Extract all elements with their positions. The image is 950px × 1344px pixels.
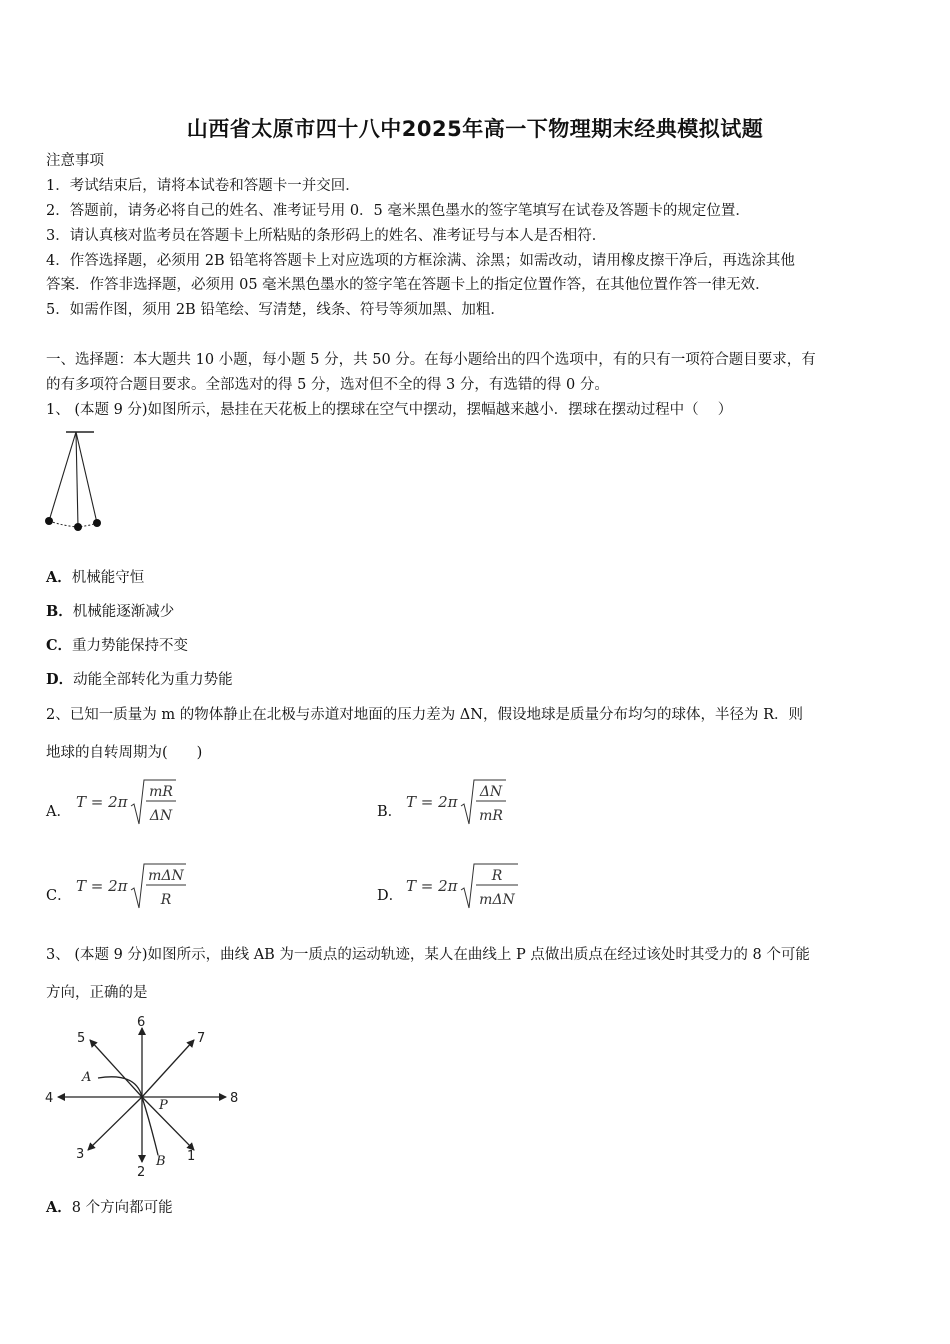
label-4: 4 bbox=[45, 1091, 54, 1106]
notice-item: 2．答题前，请务必将自己的姓名、准考证号用 0．5 毫米黑色墨水的签字笔填写在试卷及答题卡的规定位置． bbox=[46, 203, 750, 219]
pendulum-figure bbox=[40, 428, 110, 533]
q2-option-a-letter[interactable]: A． bbox=[46, 804, 71, 820]
q2-formula-a bbox=[76, 776, 186, 830]
label-7: 7 bbox=[197, 1031, 206, 1046]
q3-stem: 3、 (本题 9 分)如图所示，曲线 AB 为一质点的运动轨迹，某人在曲线上 P 点做出质点在经过该处时其受力的 8 个可能 bbox=[46, 947, 810, 963]
formula-denominator: mR bbox=[479, 808, 503, 824]
q2-stem: 2、已知一质量为 m 的物体静止在北极与赤道对地面的压力差为 ΔN，假设地球是质量分布均匀的球体，半径为 R．则 bbox=[46, 707, 803, 723]
q3-stem-cont: 方向，正确的是 bbox=[46, 985, 148, 1001]
q1-option-d[interactable] bbox=[46, 670, 233, 690]
pendulum-string-left bbox=[49, 432, 76, 521]
label-point-a: A bbox=[82, 1070, 92, 1085]
formula-denominator: R bbox=[160, 892, 172, 908]
section-heading: 一、选择题：本大题共 10 小题，每小题 5 分，共 50 分。在每小题给出的四个选项中，有的只有一项符合题目要求，有 bbox=[46, 352, 816, 368]
q2-option-b-letter[interactable]: B． bbox=[377, 804, 403, 820]
formula-lhs: T = 2π bbox=[76, 877, 128, 895]
pendulum-ball-left bbox=[45, 517, 53, 525]
formula-numerator: R bbox=[491, 868, 503, 884]
option-letter: B． bbox=[46, 603, 73, 620]
q2-stem-cont: 地球的自转周期为( ) bbox=[46, 745, 203, 761]
q2-option-c-letter[interactable]: C． bbox=[46, 888, 72, 904]
option-text: 8 个方向都可能 bbox=[71, 1200, 173, 1216]
q3-option-a[interactable] bbox=[46, 1198, 173, 1218]
notice-heading: 注意事项 bbox=[46, 153, 104, 169]
option-text: 机械能守恒 bbox=[71, 570, 145, 586]
q2-formula-d bbox=[406, 860, 526, 914]
notice-item: 3．请认真核对监考员在答题卡上所粘贴的条形码上的姓名、准考证号与本人是否相符． bbox=[46, 228, 607, 244]
option-letter: A． bbox=[46, 569, 72, 586]
pendulum-ball-center bbox=[74, 523, 82, 531]
notice-item: 答案．作答非选择题，必须用 05 毫米黑色墨水的签字笔在答题卡上的指定位置作答，在其他位置作答一律无效． bbox=[46, 277, 770, 293]
pendulum-ball-right bbox=[93, 519, 101, 527]
formula-numerator: mΔN bbox=[148, 868, 184, 884]
swing-arc bbox=[49, 521, 97, 527]
section-heading-cont: 的有多项符合题目要求。全部选对的得 5 分，选对但不全的得 3 分，有选错的得 0 分。 bbox=[46, 377, 609, 393]
formula-numerator: mR bbox=[149, 784, 173, 800]
option-letter: A． bbox=[46, 1199, 72, 1216]
formula-denominator: ΔN bbox=[149, 808, 173, 824]
formula-lhs: T = 2π bbox=[406, 877, 458, 895]
force-directions-figure bbox=[40, 1010, 250, 1185]
q2-formula-c bbox=[76, 860, 196, 914]
notice-item: 1．考试结束后，请将本试卷和答题卡一并交回． bbox=[46, 178, 360, 194]
option-text: 重力势能保持不变 bbox=[72, 638, 189, 654]
notice-item: 5．如需作图，须用 2B 铅笔绘、写清楚，线条、符号等须加黑、加粗． bbox=[46, 302, 505, 318]
q1-option-a[interactable] bbox=[46, 568, 144, 588]
q1-option-b[interactable] bbox=[46, 602, 174, 622]
label-2: 2 bbox=[137, 1165, 146, 1180]
label-8: 8 bbox=[230, 1091, 239, 1106]
formula-lhs: T = 2π bbox=[406, 793, 458, 811]
label-point-b: B bbox=[156, 1154, 166, 1169]
option-text: 动能全部转化为重力势能 bbox=[73, 672, 233, 688]
q2-option-d-letter[interactable]: D． bbox=[377, 888, 404, 904]
direction-arrow-7 bbox=[142, 1040, 194, 1097]
pendulum-string-right bbox=[76, 432, 97, 523]
formula-denominator: mΔN bbox=[479, 892, 515, 908]
label-3: 3 bbox=[76, 1147, 85, 1162]
label-1: 1 bbox=[187, 1149, 196, 1164]
direction-arrow-3 bbox=[88, 1097, 142, 1150]
q1-option-c[interactable] bbox=[46, 636, 188, 656]
notice-item: 4．作答选择题，必须用 2B 铅笔将答题卡上对应选项的方框涂满、涂黑；如需改动，请用橡皮擦干净后，再选涂其他 bbox=[46, 253, 795, 269]
option-text: 机械能逐渐减少 bbox=[72, 604, 175, 620]
q2-formula-b bbox=[406, 776, 516, 830]
label-5: 5 bbox=[77, 1031, 86, 1046]
direction-arrow-5 bbox=[90, 1040, 142, 1097]
label-point-p: P bbox=[159, 1098, 168, 1113]
q1-stem: 1、 (本题 9 分)如图所示，悬挂在天花板上的摆球在空气中摆动，摆幅越来越小．摆球在摆动过程中（ ） bbox=[46, 402, 733, 418]
formula-lhs: T = 2π bbox=[76, 793, 128, 811]
option-letter: D． bbox=[46, 671, 74, 688]
page-title: 山西省太原市四十八中2025年高一下物理期末经典模拟试题 bbox=[186, 117, 764, 141]
option-letter: C． bbox=[46, 637, 73, 654]
formula-numerator: ΔN bbox=[479, 784, 503, 800]
pendulum-string-center bbox=[76, 432, 78, 527]
label-6: 6 bbox=[137, 1015, 146, 1030]
